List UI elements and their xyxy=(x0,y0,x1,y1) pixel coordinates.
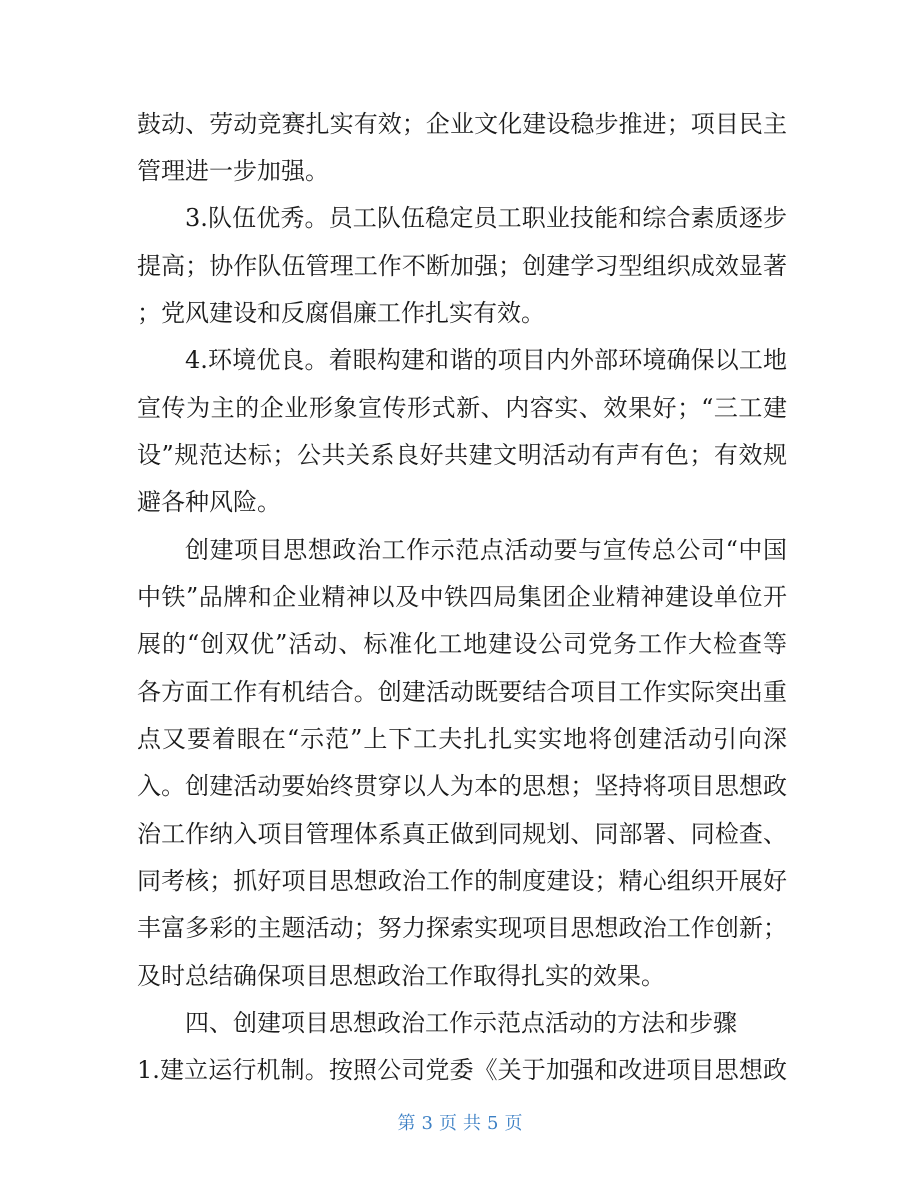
text-line: 避各种风险。 xyxy=(137,488,281,516)
text-line: 管理进一步加强。 xyxy=(137,157,329,185)
text-line: 同考核；抓好项目思想政治工作的制度建设；精心组织开展好 xyxy=(137,867,787,895)
text-line: ；党风建设和反腐倡廉工作扎实有效。 xyxy=(137,299,545,327)
footer-page-number: 3 xyxy=(421,1113,433,1134)
text-line: 创建项目思想政治工作示范点活动要与宣传总公司“中国 xyxy=(185,536,787,564)
text-line: 治工作纳入项目管理体系真正做到同规划、同部署、同检查、 xyxy=(137,820,787,848)
page-footer xyxy=(0,1112,920,1136)
text-line: 展的“创双优”活动、标准化工地建设公司党务工作大检查等 xyxy=(137,630,787,658)
footer-suffix: 页 xyxy=(504,1113,523,1134)
text-line: 3.队伍优秀。员工队伍稳定员工职业技能和综合素质逐步 xyxy=(185,204,787,232)
text-line: 提高；协作队伍管理工作不断加强；创建学习型组织成效显著 xyxy=(137,252,787,280)
text-line: 及时总结确保项目思想政治工作取得扎实的效果。 xyxy=(137,962,665,990)
text-line: 鼓动、劳动竞赛扎实有效；企业文化建设稳步推进；项目民主 xyxy=(137,110,787,138)
footer-total-pages: 5 xyxy=(487,1113,499,1134)
text-line: 中铁”品牌和企业精神以及中铁四局集团企业精神建设单位开 xyxy=(137,583,787,611)
text-line: 点又要着眼在“示范”上下工夫扎扎实实地将创建活动引向深 xyxy=(137,725,787,753)
text-line: 设”规范达标；公共关系良好共建文明活动有声有色；有效规 xyxy=(137,441,787,469)
text-line: 宣传为主的企业形象宣传形式新、内容实、效果好；“三工建 xyxy=(137,394,787,422)
text-line: 各方面工作有机结合。创建活动既要结合项目工作实际突出重 xyxy=(137,678,787,706)
text-line: 入。创建活动要始终贯穿以人为本的思想；坚持将项目思想政 xyxy=(137,772,787,800)
footer-page-word: 页 xyxy=(439,1113,457,1134)
text-line: 1.建立运行机制。按照公司党委《关于加强和改进项目思想政 xyxy=(137,1056,787,1084)
section-heading: 四、创建项目思想政治工作示范点活动的方法和步骤 xyxy=(185,1009,737,1037)
text-line: 丰富多彩的主题活动；努力探索实现项目思想政治工作创新； xyxy=(137,914,787,942)
footer-total-word: 共 xyxy=(463,1113,481,1134)
text-line: 4.环境优良。着眼构建和谐的项目内外部环境确保以工地 xyxy=(185,346,787,374)
footer-prefix: 第 xyxy=(397,1113,416,1134)
